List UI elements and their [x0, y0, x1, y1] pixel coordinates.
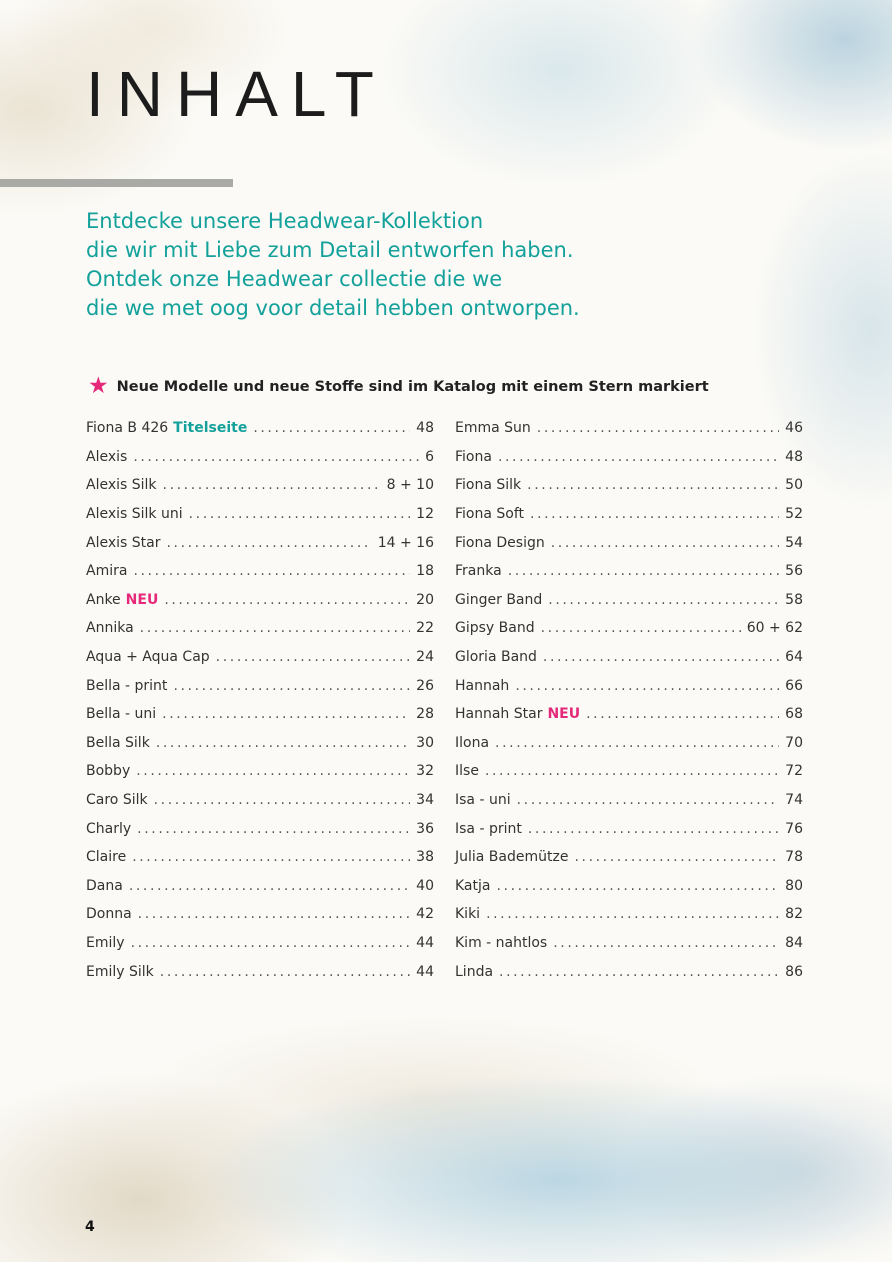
dot-leader: [528, 821, 779, 837]
toc-entry-page: 48: [785, 448, 803, 465]
toc-entry-name: Charly: [86, 820, 132, 837]
page-number: 4: [85, 1219, 95, 1235]
dot-leader: [164, 592, 410, 608]
toc-entry[interactable]: [455, 929, 803, 958]
toc-entry-name: Julia Bademütze: [455, 849, 569, 866]
dot-leader: [166, 535, 371, 551]
toc-entry-page: 56: [785, 563, 803, 580]
toc-entry-name: Hannah Star: [455, 706, 543, 723]
toc-entry-page: 80: [785, 877, 803, 894]
cover-page-label: Titelseite: [173, 420, 248, 437]
toc-entry-page: 64: [785, 649, 803, 666]
dot-leader: [548, 592, 779, 608]
toc-entry-page: 78: [785, 849, 803, 866]
dot-leader: [515, 678, 779, 694]
toc-entry-page: 50: [785, 477, 803, 494]
toc-entry-name: Emma Sun: [455, 420, 531, 437]
dot-leader: [553, 935, 779, 951]
toc-entry[interactable]: [455, 957, 803, 986]
toc-entry[interactable]: [455, 700, 803, 729]
new-items-notice: [88, 375, 709, 398]
title-divider: [0, 179, 233, 187]
dot-leader: [527, 477, 779, 493]
toc-entry-name: Isa - print: [455, 820, 522, 837]
toc-entry-name: Caro Silk: [86, 792, 148, 809]
toc-entry-name: Annika: [86, 620, 134, 637]
toc-entry-name: Amira: [86, 563, 128, 580]
toc-entry-name: Ilse: [455, 763, 479, 780]
toc-entry-name: Linda: [455, 963, 494, 980]
toc-entry[interactable]: [86, 786, 434, 815]
toc-column-right: [455, 414, 803, 986]
dot-leader: [137, 821, 410, 837]
toc-entry-name: Gipsy Band: [455, 620, 535, 637]
toc-entry[interactable]: [455, 872, 803, 901]
toc-entry[interactable]: [86, 757, 434, 786]
toc-entry[interactable]: [455, 843, 803, 872]
toc-entry-page: 14 + 16: [377, 534, 434, 551]
dot-leader: [133, 563, 410, 579]
toc-entry-page: 84: [785, 934, 803, 951]
star-icon: ★: [88, 373, 109, 399]
toc-entry-name: Anke: [86, 591, 121, 608]
toc-entry-page: 20: [416, 591, 434, 608]
dot-leader: [530, 506, 779, 522]
toc-entry-page: 28: [416, 706, 434, 723]
dot-leader: [537, 420, 779, 436]
dot-leader: [216, 649, 411, 665]
toc-entry-page: 70: [785, 734, 803, 751]
toc-entry-page: 22: [416, 620, 434, 637]
toc-entry-name: Katja: [455, 877, 491, 894]
toc-entry-name: Hannah: [455, 677, 510, 694]
toc-entry[interactable]: [86, 700, 434, 729]
toc-entry-name: Alexis: [86, 448, 128, 465]
toc-entry-name: Ginger Band: [455, 591, 543, 608]
toc-entry-name: Dana: [86, 877, 123, 894]
toc-entry[interactable]: [455, 786, 803, 815]
page-title: INHALT: [86, 58, 387, 130]
toc-entry-name: Alexis Star: [86, 534, 161, 551]
toc-entry[interactable]: [455, 443, 803, 472]
dot-leader: [189, 506, 411, 522]
toc-entry[interactable]: [455, 557, 803, 586]
toc-entry-name: Alexis Silk: [86, 477, 157, 494]
toc-entry-page: 86: [785, 963, 803, 980]
toc-entry-name: Emily Silk: [86, 963, 154, 980]
toc-entry-name: Kiki: [455, 906, 481, 923]
dot-leader: [586, 706, 779, 722]
toc-entry-page: 74: [785, 792, 803, 809]
dot-leader: [156, 735, 410, 751]
toc-entry[interactable]: [86, 528, 434, 557]
new-badge: NEU: [547, 706, 581, 723]
dot-leader: [543, 649, 779, 665]
toc-entry-name: Bella Silk: [86, 734, 150, 751]
dot-leader: [133, 449, 419, 465]
toc-entry-page: 82: [785, 906, 803, 923]
dot-leader: [508, 563, 779, 579]
toc-entry-page: 38: [416, 849, 434, 866]
toc-entry-page: 52: [785, 506, 803, 523]
toc-entry-page: 12: [416, 506, 434, 523]
dot-leader: [136, 763, 410, 779]
dot-leader: [499, 964, 779, 980]
toc-entry[interactable]: [86, 843, 434, 872]
dot-leader: [138, 906, 411, 922]
toc-entry-name: Bella - print: [86, 677, 168, 694]
dot-leader: [253, 420, 410, 436]
toc-entry-page: 60 + 62: [746, 620, 803, 637]
toc-entry-page: 8 + 10: [386, 477, 434, 494]
toc-entry-name: Fiona Soft: [455, 506, 525, 523]
dot-leader: [496, 878, 779, 894]
toc-entry-page: 44: [416, 934, 434, 951]
toc-entry[interactable]: [455, 414, 803, 443]
dot-leader: [486, 906, 779, 922]
toc-entry[interactable]: [455, 500, 803, 529]
toc-entry-page: 68: [785, 706, 803, 723]
toc-entry-name: Emily: [86, 934, 125, 951]
dot-leader: [163, 477, 381, 493]
toc-entry-name: Gloria Band: [455, 649, 537, 666]
dot-leader: [495, 735, 779, 751]
intro-line: Ontdek onze Headwear collectie die we: [86, 267, 503, 291]
dot-leader: [160, 964, 410, 980]
toc-entry-name: Kim - nahtlos: [455, 934, 548, 951]
dot-leader: [498, 449, 779, 465]
toc-entry[interactable]: [455, 471, 803, 500]
toc-entry-page: 76: [785, 820, 803, 837]
toc-entry-page: 18: [416, 563, 434, 580]
intro-line: die wir mit Liebe zum Detail entworfen haben.: [86, 238, 574, 262]
toc-entry-page: 34: [416, 792, 434, 809]
toc-entry[interactable]: [86, 900, 434, 929]
toc-entry[interactable]: [455, 643, 803, 672]
toc-entry[interactable]: [455, 900, 803, 929]
toc-entry[interactable]: [86, 929, 434, 958]
toc-entry[interactable]: [455, 814, 803, 843]
new-badge: NEU: [125, 591, 159, 608]
toc-entry-page: 72: [785, 763, 803, 780]
toc-entry-page: 40: [416, 877, 434, 894]
toc-entry-name: Franka: [455, 563, 502, 580]
toc-entry[interactable]: [86, 414, 434, 443]
toc-entry-page: 46: [785, 420, 803, 437]
intro-text: [86, 207, 726, 323]
dot-leader: [574, 849, 779, 865]
toc-entry-name: Fiona Design: [455, 534, 545, 551]
dot-leader: [162, 706, 410, 722]
toc-entry-name: Fiona: [455, 448, 492, 465]
toc-entry[interactable]: [86, 500, 434, 529]
toc-entry-name: Ilona: [455, 734, 490, 751]
toc-entry-page: 30: [416, 734, 434, 751]
dot-leader: [541, 620, 741, 636]
toc-entry-page: 26: [416, 677, 434, 694]
toc-entry-page: 36: [416, 820, 434, 837]
toc-entry[interactable]: [86, 957, 434, 986]
toc-entry[interactable]: [455, 757, 803, 786]
toc-entry-page: 44: [416, 963, 434, 980]
dot-leader: [485, 763, 779, 779]
toc-entry[interactable]: [86, 557, 434, 586]
toc-entry-name: Fiona B 426: [86, 420, 169, 437]
dot-leader: [551, 535, 779, 551]
toc-entry-page: 24: [416, 649, 434, 666]
toc-entry-name: Aqua + Aqua Cap: [86, 649, 210, 666]
toc-entry-name: Donna: [86, 906, 132, 923]
toc-entry-name: Alexis Silk uni: [86, 506, 183, 523]
toc-entry[interactable]: [86, 729, 434, 758]
toc-entry[interactable]: [455, 729, 803, 758]
toc-entry[interactable]: [86, 443, 434, 472]
toc-entry-name: Claire: [86, 849, 127, 866]
toc-entry-page: 54: [785, 534, 803, 551]
intro-line: Entdecke unsere Headwear-Kollektion: [86, 209, 484, 233]
dot-leader: [140, 620, 411, 636]
toc-entry[interactable]: [455, 671, 803, 700]
toc-entry[interactable]: [86, 586, 434, 615]
dot-leader: [132, 849, 410, 865]
toc-entry[interactable]: [455, 614, 803, 643]
intro-line: die we met oog voor detail hebben ontworpen.: [86, 296, 580, 320]
toc-entry-name: Isa - uni: [455, 792, 511, 809]
toc-entry-page: 32: [416, 763, 434, 780]
dot-leader: [154, 792, 411, 808]
toc-column-left: [86, 414, 434, 986]
toc-entry[interactable]: [86, 614, 434, 643]
dot-leader: [129, 878, 410, 894]
toc-entry[interactable]: [86, 872, 434, 901]
toc-entry-page: 6: [425, 448, 434, 465]
toc-entry-name: Bella - uni: [86, 706, 157, 723]
toc-entry[interactable]: [455, 586, 803, 615]
toc-entry[interactable]: [455, 528, 803, 557]
notice-text: Neue Modelle und neue Stoffe sind im Katalog mit einem Stern markiert: [116, 378, 709, 395]
toc-entry[interactable]: [86, 671, 434, 700]
toc-entry[interactable]: [86, 814, 434, 843]
dot-leader: [131, 935, 411, 951]
toc-entry-page: 58: [785, 591, 803, 608]
toc-entry-name: Bobby: [86, 763, 131, 780]
dot-leader: [517, 792, 780, 808]
toc-entry[interactable]: [86, 643, 434, 672]
toc-entry[interactable]: [86, 471, 434, 500]
toc-entry-page: 48: [416, 420, 434, 437]
toc-entry-page: 42: [416, 906, 434, 923]
dot-leader: [173, 678, 410, 694]
toc-entry-page: 66: [785, 677, 803, 694]
toc-entry-name: Fiona Silk: [455, 477, 522, 494]
